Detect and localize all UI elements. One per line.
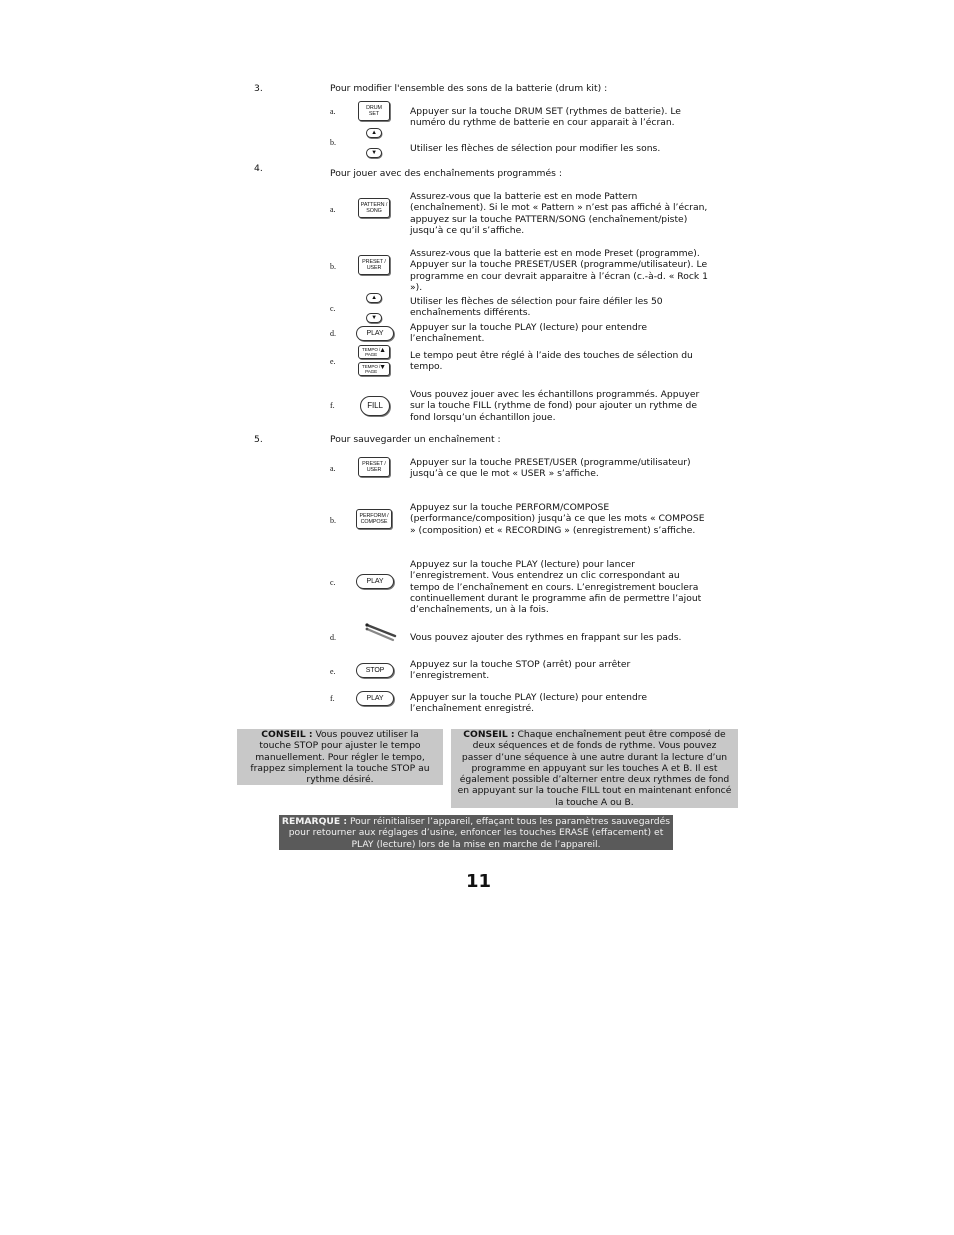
- section-3-number: 3.: [254, 83, 263, 94]
- stop-button-icon: STOP: [356, 663, 394, 678]
- step-5e-letter: e.: [330, 667, 336, 676]
- section-5-number: 5.: [254, 434, 263, 445]
- play-button-icon: PLAY: [356, 691, 394, 706]
- step-5b-text: Appuyez sur la touche PERFORM/COMPOSE (performance/composition) jusqu’à ce que les mots « COMPOSE » (composition) et « RECORDING » (enregistrement) s’affiche.: [410, 502, 705, 536]
- step-3b-letter: b.: [330, 138, 336, 147]
- tip-box-right: [451, 729, 738, 808]
- step-4f-letter: f.: [330, 401, 335, 410]
- step-4e-text: Le tempo peut être réglé à l’aide des touches de sélection du tempo.: [410, 350, 693, 373]
- step-5e-text: Appuyez sur la touche STOP (arrêt) pour arrêter l’enregistrement.: [410, 659, 631, 682]
- page-number: 11: [466, 871, 492, 892]
- step-5c-letter: c.: [330, 578, 336, 587]
- step-4d-text: Appuyer sur la touche PLAY (lecture) pour entendre l’enchaînement.: [410, 322, 648, 345]
- step-5f-text: Appuyer sur la touche PLAY (lecture) pour entendre l’enchaînement enregistré.: [410, 692, 648, 715]
- down-arrow-button-icon: ▼: [366, 313, 382, 323]
- remark-box: [279, 815, 673, 850]
- tip-box-left: [237, 729, 443, 785]
- section-4-intro: Pour jouer avec des enchaînements programmés :: [330, 168, 562, 179]
- play-button-icon: PLAY: [356, 326, 394, 341]
- tip-right-label: CONSEIL :: [463, 729, 515, 740]
- step-3b-text: Utiliser les flèches de sélection pour modifier les sons.: [410, 143, 661, 154]
- drumsticks-icon: [364, 622, 398, 642]
- preset-user-button-icon: PRESET / USER: [358, 457, 390, 477]
- pattern-song-button-icon: PATTERN / SONG: [358, 198, 390, 218]
- step-5d-text: Vous pouvez ajouter des rythmes en frappant sur les pads.: [410, 632, 682, 643]
- step-4b-letter: b.: [330, 262, 336, 271]
- step-3a-letter: a.: [330, 107, 336, 116]
- tip-left-label: CONSEIL :: [261, 729, 313, 740]
- step-5a-letter: a.: [330, 464, 336, 473]
- fill-button-icon: FILL: [360, 396, 390, 416]
- step-5b-letter: b.: [330, 516, 336, 525]
- step-5f-letter: f.: [330, 694, 335, 703]
- tip-left-text: Vous pouvez utiliser la touche STOP pour ajuster le tempo manuellement. Pour régler le tempo, frappez simplement la touche STOP au rythme désiré.: [250, 729, 430, 786]
- step-4a-letter: a.: [330, 205, 336, 214]
- step-4c-text: Utiliser les flèches de sélection pour faire défiler les 50 enchaînements différents.: [410, 296, 663, 319]
- tip-right-text: Chaque enchaînement peut être composé de deux séquences et de fonds de rythme. Vous pouvez passer d’une séquence à une autre durant la lecture d’un programme en appuyant sur les touches A et B. Il est également possible d’alterner entre deux rythmes de fond en appuyant sur la touche FILL tout en maintenant enfoncé la touche A ou B.: [457, 729, 732, 808]
- step-4c-letter: c.: [330, 304, 336, 313]
- step-5c-text: Appuyez sur la touche PLAY (lecture) pour lancer l’enregistrement. Vous entendrez un clic correspondant au tempo de l’enchaînement en cours. L’enregistrement bouclera continuellement durant le programme afin de permettre l’ajout d’enchaînements, un à la fois.: [410, 559, 702, 616]
- down-arrow-button-icon: ▼: [366, 148, 382, 158]
- tempo-down-button-icon: TEMPO / PAGE ▼: [358, 362, 390, 376]
- preset-user-button-icon: PRESET / USER: [358, 255, 390, 275]
- section-5-intro: Pour sauvegarder un enchaînement :: [330, 434, 501, 445]
- perform-compose-button-icon: PERFORM / COMPOSE: [356, 509, 392, 529]
- up-arrow-button-icon: ▲: [366, 128, 382, 138]
- step-5d-letter: d.: [330, 633, 336, 642]
- remark-text: Pour réinitialiser l’appareil, effaçant tous les paramètres sauvegardés pour retourner aux réglages d’usine, enfoncer les touches ERASE (effacement) et PLAY (lecture) lors de la mise en marche de l’appareil.: [288, 816, 671, 850]
- step-4d-letter: d.: [330, 329, 336, 338]
- tempo-up-button-icon: TEMPO / PAGE ▲: [358, 345, 390, 359]
- step-4f-text: Vous pouvez jouer avec les échantillons programmés. Appuyer sur la touche FILL (rythme de fond) pour ajouter un rythme de fond lorsqu’un échantillon joue.: [410, 389, 700, 423]
- section-4-number: 4.: [254, 163, 263, 174]
- step-4b-text: Assurez-vous que la batterie est en mode Preset (programme). Appuyer sur la touche PRESET/USER (programme/utilisateur). Le programme en cour devrait apparaitre à l’écran (c.-à-d. « Rock 1 »).: [410, 248, 709, 293]
- drum-set-button-icon: DRUM SET: [358, 101, 390, 121]
- remark-label: REMARQUE :: [281, 816, 348, 827]
- step-4a-text: Assurez-vous que la batterie est en mode Pattern (enchaînement). Si le mot « Pattern » n’est pas affiché à l’écran, appuyez sur la touche PATTERN/SONG (enchaînement/piste) jusqu’à ce qu’il s’affiche.: [410, 191, 708, 236]
- section-3-intro: Pour modifier l'ensemble des sons de la batterie (drum kit) :: [330, 83, 608, 94]
- step-3a-text: Appuyer sur la touche DRUM SET (rythmes de batterie). Le numéro du rythme de batterie en cour apparait à l’écran.: [410, 106, 681, 129]
- step-4e-letter: e.: [330, 357, 336, 366]
- play-button-icon: PLAY: [356, 574, 394, 589]
- up-arrow-button-icon: ▲: [366, 293, 382, 303]
- step-5a-text: Appuyer sur la touche PRESET/USER (programme/utilisateur) jusqu’à ce que le mot « USER » s’affiche.: [410, 457, 691, 480]
